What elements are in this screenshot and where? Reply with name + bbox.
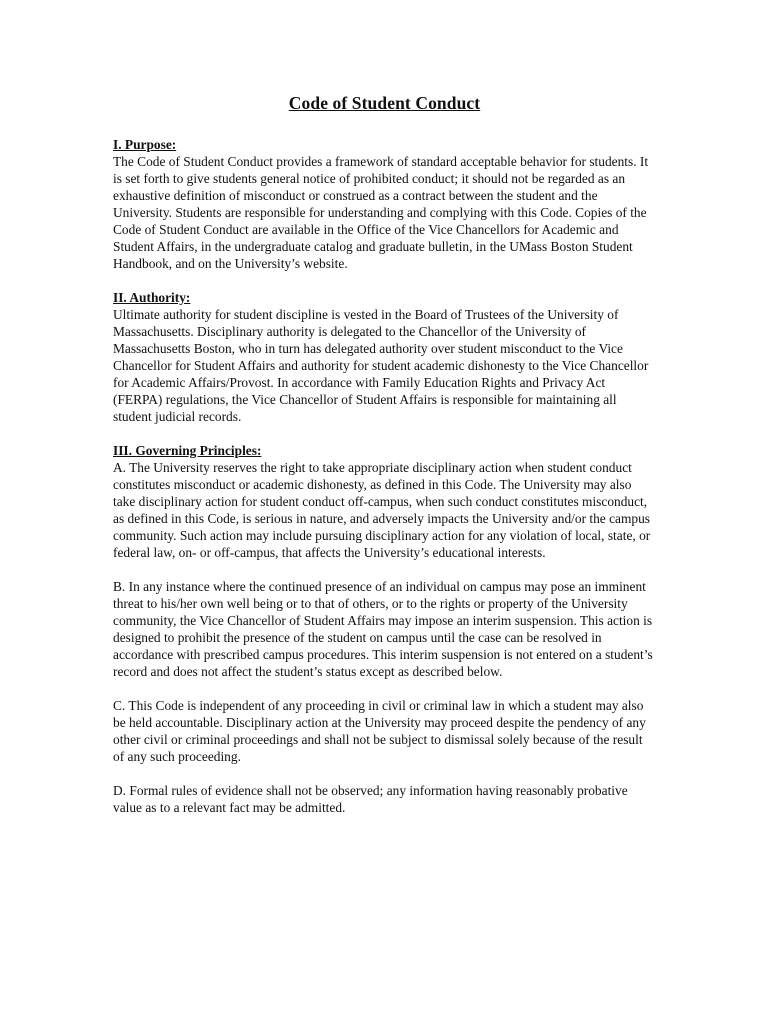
principle-c-paragraph: C. This Code is independent of any proceeding in civil or criminal law in which a student may also be held accountable. Disciplinary action at the University may proceed despite the pendency of any other civil or criminal proceedings and shall not be subject to dismissal solely because of the result of any such proceeding. (113, 698, 646, 764)
principle-b-paragraph: B. In any instance where the continued presence of an individual on campus may pose an imminent threat to his/her own well being or to that of others, or to the rights or property of the University community, the Vice Chancellor of Student Affairs may impose an interim suspension. This action is designed to prohibit the presence of the student on campus until the case can be resolved in accordance with prescribed campus procedures. This interim suspension is not entered on a student’s record and does not affect the student’s status except as described below. (113, 579, 653, 679)
section-governing-principles (113, 442, 656, 816)
purpose-paragraph: The Code of Student Conduct provides a framework of standard acceptable behavior for students. It is set forth to give students general notice of prohibited conduct; it should not be regarded as an exhaustive definition of misconduct or construed as a contract between the student and the University. Students are responsible for understanding and complying with this Code. Copies of the Code of Student Conduct are available in the Office of the Vice Chancellors for Academic and Student Affairs, in the undergraduate catalog and graduate bulletin, in the UMass Boston Student Handbook, and on the University’s website. (113, 154, 649, 271)
principle-d-paragraph: D. Formal rules of evidence shall not be observed; any information having reasonably probative value as to a relevant fact may be admitted. (113, 783, 628, 815)
section-heading-purpose: I. Purpose: (113, 137, 177, 152)
document-title: Code of Student Conduct (288, 93, 481, 113)
section-heading-governing-principles: III. Governing Principles: (113, 443, 262, 458)
section-heading-authority: II. Authority: (113, 290, 191, 305)
section-purpose (113, 136, 656, 272)
principle-a-paragraph: A. The University reserves the right to take appropriate disciplinary action when student conduct constitutes misconduct or academic dishonesty, as defined in this Code. The University may also take disciplinary action for student conduct off-campus, when such conduct constitutes misconduct, as defined in this Code, is serious in nature, and adversely impacts the University and/or the campus community. Such action may include pursuing disciplinary action for any violation of local, state, or federal law, on- or off-campus, that affects the University’s educational interests. (113, 460, 651, 560)
authority-paragraph: Ultimate authority for student discipline is vested in the Board of Trustees of the University of Massachusetts. Disciplinary authority is delegated to the Chancellor of the University of Massachusetts Boston, who in turn has delegated authority over student misconduct to the Vice Chancellor for Student Affairs and authority for student academic dishonesty to the Vice Chancellor for Academic Affairs/Provost. In accordance with Family Education Rights and Privacy Act (FERPA) regulations, the Vice Chancellor of Student Affairs is responsible for maintaining all student judicial records. (113, 307, 649, 424)
section-authority (113, 289, 656, 425)
